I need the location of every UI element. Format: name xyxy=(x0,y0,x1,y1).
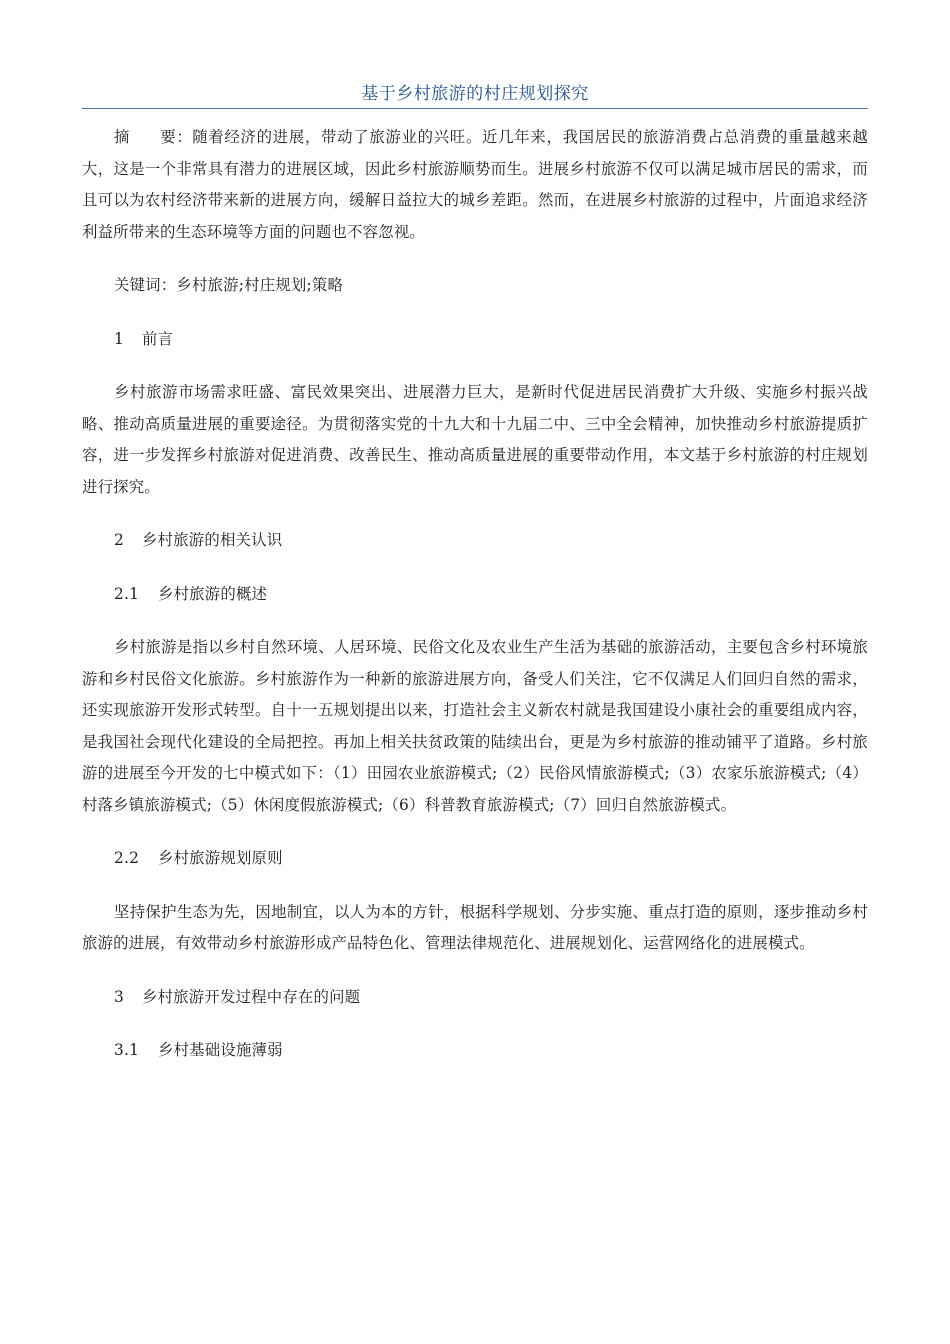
section-heading-3 xyxy=(82,982,868,1014)
header-divider xyxy=(82,108,868,109)
section-title: 乡村基础设施薄弱 xyxy=(158,1041,283,1059)
section-number: 3 xyxy=(114,987,124,1006)
section-title: 乡村旅游规划原则 xyxy=(158,849,283,867)
abstract-label-first: 摘 xyxy=(114,128,130,146)
page-title: 基于乡村旅游的村庄规划探究 xyxy=(361,84,589,104)
abstract-label xyxy=(114,128,192,146)
section-2-2-paragraph: 坚持保护生态为先，因地制宜，以人为本的方针，根据科学规划、分步实施、重点打造的原则，逐步推动乡村旅游的进展，有效带动乡村旅游形成产品特色化、管理法律规范化、进展规划化、运营网络化的进展模式。 xyxy=(82,902,868,952)
section-number: 3.1 xyxy=(114,1041,140,1059)
abstract-text: 随着经济的进展，带动了旅游业的兴旺。近几年来，我国居民的旅游消费占总消费的重量越来越大，这是一个非常具有潜力的进展区域，因此乡村旅游顺势而生。进展乡村旅游不仅可以满足城市居民的需求，而且可以为农村经济带来新的进展方向，缓解日益拉大的城乡差距。然而，在进展乡村旅游的过程中，片面追求经济利益所带来的生态环境等方面的问题也不容忽视。 xyxy=(82,128,868,241)
section-title: 乡村旅游开发过程中存在的问题 xyxy=(142,987,361,1006)
section-heading-2 xyxy=(82,525,868,557)
section-number: 1 xyxy=(114,329,124,348)
keywords-line: 关键词：乡村旅游;村庄规划;策略 xyxy=(114,276,344,294)
section-heading-2-2 xyxy=(82,843,868,875)
section-title: 乡村旅游的概述 xyxy=(158,584,268,603)
abstract-label-second: 要： xyxy=(159,128,193,146)
section-number: 2 xyxy=(114,531,124,549)
section-heading-2-1 xyxy=(82,579,868,611)
section-title: 乡村旅游的相关认识 xyxy=(142,531,283,549)
document-body xyxy=(82,122,868,1067)
section-heading-1 xyxy=(82,324,868,356)
section-number: 2.2 xyxy=(114,849,140,867)
section-2-1-paragraph: 乡村旅游是指以乡村自然环境、人居环境、民俗文化及农业生产生活为基础的旅游活动，主要包含乡村环境旅游和乡村民俗文化旅游。乡村旅游作为一种新的旅游进展方向，备受人们关注，它不仅满足人们回归自然的需求，还实现旅游开发形式转型。自十一五规划提出以来，打造社会主义新农村就是我国建设小康社会的重要组成内容，是我国社会现代化建设的全局把控。再加上相关扶贫政策的陆续出台，更是为乡村旅游的推动铺平了道路。乡村旅游的进展至今开发的七中模式如下：（1）田园农业旅游模式;（2）民俗风情旅游模式;（3）农家乐旅游模式;（4）村落乡镇旅游模式;（5）休闲度假旅游模式;（6）科普教育旅游模式;（7）回归自然旅游模式。 xyxy=(82,638,868,814)
section-number: 2.1 xyxy=(114,584,140,603)
section-1-paragraph: 乡村旅游市场需求旺盛、富民效果突出、进展潜力巨大，是新时代促进居民消费扩大升级、实施乡村振兴战略、推动高质量进展的重要途径。为贯彻落实党的十九大和十九届二中、三中全会精神，加快推动乡村旅游提质扩容，进一步发挥乡村旅游对促进消费、改善民生、推动高质量进展的重要带动作用，本文基于乡村旅游的村庄规划进行探究。 xyxy=(82,383,868,496)
section-title: 前言 xyxy=(142,329,174,348)
abstract-paragraph xyxy=(82,122,868,248)
section-heading-3-1 xyxy=(82,1035,868,1067)
